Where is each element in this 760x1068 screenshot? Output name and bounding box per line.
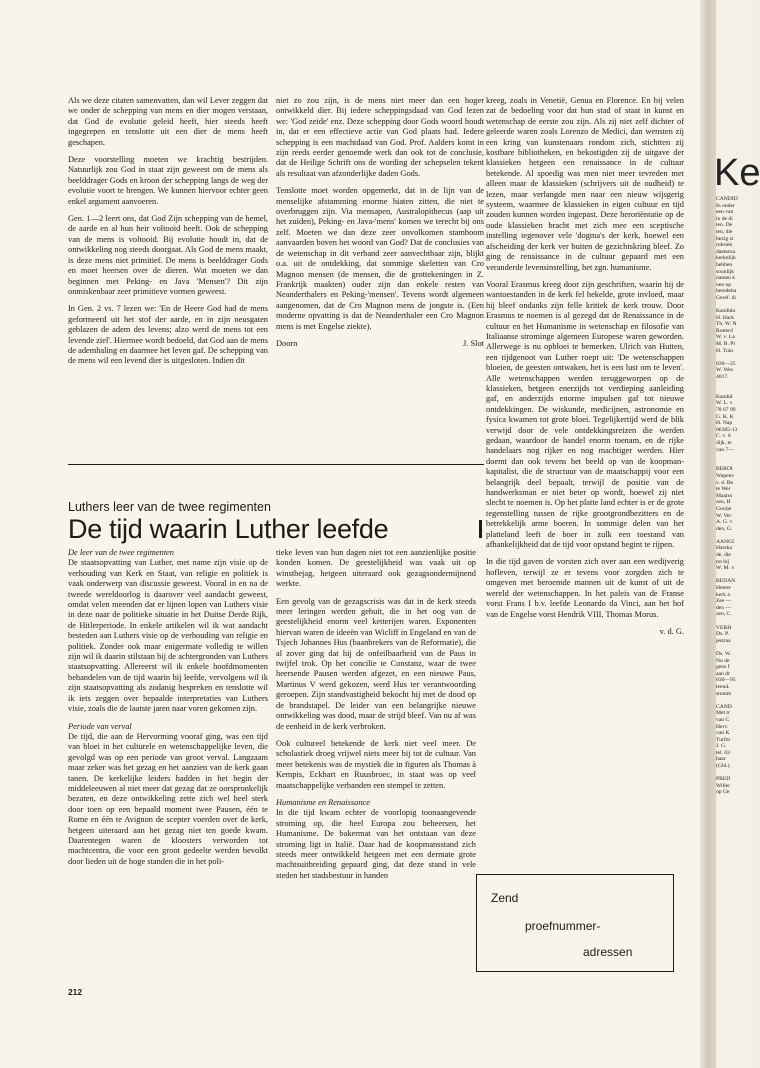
- right-page-edge: [714, 0, 760, 1068]
- right-page-line: leend.: [716, 683, 730, 690]
- ad-line: proefnummer-: [525, 919, 601, 933]
- right-page-line: W. M. v: [716, 565, 735, 572]
- right-page-line: W. Wes: [716, 367, 733, 374]
- right-page-line: Ds. P.: [716, 631, 729, 638]
- right-page-line: 4017.: [716, 374, 729, 381]
- subheading: De leer van de twee regimenten: [68, 548, 174, 557]
- right-page-line: Willer: [716, 782, 731, 789]
- right-page-line: Met tr: [716, 710, 730, 717]
- article-column-1-bottom: [68, 548, 268, 874]
- article-signature: v. d. G.: [659, 626, 684, 636]
- right-page-line: H. Hark: [716, 314, 735, 321]
- right-page-line: Th. W. N: [716, 321, 737, 328]
- right-page-line: W. Ver: [716, 512, 732, 519]
- right-page-line: tel. 03: [716, 749, 730, 756]
- right-page-line: nen op: [716, 281, 732, 288]
- right-page-line: J. G.: [716, 743, 727, 750]
- signature-author: J. Slot: [463, 338, 484, 348]
- article-column-2-top: [276, 96, 484, 349]
- right-page-line: zen, H: [716, 499, 731, 506]
- right-page-line: C. v. S: [716, 433, 731, 440]
- right-page-line: A. G. v: [716, 519, 733, 526]
- right-page-line: Zee —: [716, 598, 732, 605]
- right-page-line: Gooije: [716, 505, 732, 512]
- right-page-line: bezig zi: [716, 235, 734, 242]
- right-page-text: [716, 196, 756, 796]
- right-page-line: H. Nap: [716, 420, 733, 427]
- subheading: Humanisme en Renaissance: [276, 797, 370, 807]
- right-page-line: ten. De: [716, 222, 733, 229]
- right-page-line: van C: [716, 716, 730, 723]
- right-page-line: [716, 354, 756, 361]
- right-page-line: de, die: [716, 552, 731, 559]
- right-page-line: [716, 770, 756, 777]
- article-column-1-top: [68, 96, 268, 374]
- right-page-line: van K: [716, 730, 730, 737]
- paragraph: De tijd, die aan de Hervorming vooraf ging, was een tijd van bloei in het culturele en wetenschappelijke leven, die gevolgd was op een periode van groot verval. Langzaam maar zeker was het gezag en het aanzien van de kerk gaan tanen. De kerkelijke leiders hadden in het begin der middeleeuwen al niet meer dat gezag dat ze oorspronkelijk bezaten, en deze ontwikkeling zette zich wel heel sterk door toen op een bepaald moment twee Pausen, één te Rome en één te Avignon de scepter voerden over de kerk, hetgeen uiteraard aan het gezag niet ten goede kwam. Daarentegen waren de kloosters verworden tot machtcentra, die voor een groot gedeelte werden bevolkt door lieden uit de hoge standen die in het poli-: [68, 731, 268, 866]
- signature-place: Doorn: [276, 338, 298, 348]
- paragraph: In die tijd gaven de vorsten zich over aan een wedijverig hofleven, terwijl ze er tevens voor zorgden zich te omgeven met beroemde mannen uit de kunst of uit de wereld der wetenschappen. In het paleis van de Franse vorst Frans I b.v. leefde Leonardo da Vinci, aan het hof van de Engelse vorst Hendrik VIII, Thomas Morus.: [486, 557, 684, 619]
- right-page-line: W. L. v: [716, 400, 733, 407]
- right-page-line: zen, C.: [716, 611, 732, 618]
- right-page-line: [716, 644, 756, 651]
- right-page-line: In onder: [716, 202, 735, 209]
- right-page-line: tot bij: [716, 558, 730, 565]
- right-page-line: [716, 302, 756, 309]
- ad-line: Zend: [491, 891, 519, 905]
- article-kicker: Luthers leer van de twee regimenten: [68, 500, 271, 514]
- paragraph: In Gen. 2 vs. 7 lezen we: 'En de Heere God had de mens geformeerd uit het stof der aarde, en in zijn neusgaten geblazen de adem des levens; alzo werd de mens tot een levende ziel'. Hiermee wordt bedoeld, dat God aan de mens de ademhaling en daarmee het leven gaf. De schepping van de mens wil een levend dier is uitgesloten. Indien dit: [68, 304, 268, 366]
- right-page-line: 030—95: [716, 677, 736, 684]
- ad-line: adressen: [583, 945, 633, 959]
- right-page-line: v. d. Be: [716, 479, 734, 486]
- ad-box-proefnummer: [476, 874, 674, 972]
- paragraph: Deze voorstelling moeten we krachtig bestrijden. Natuurlijk zou God in staat zijn geweest om de mens als beelddrager Gods en kroon der schepping langs de weg der evolutie voort te brengen. We kunnen hiervoor echter geen enkel argument aanvoeren.: [68, 155, 268, 206]
- right-page-line: namen k: [716, 275, 736, 282]
- right-page-line: te Wer: [716, 486, 731, 493]
- article-column-3: [486, 96, 684, 637]
- right-page-line: BEDAN: [716, 578, 736, 585]
- paragraph: kreeg, zoals in Venetië, Genua en Florence. En bij velen zat de bedoeling voor dat hun stad of staat in kunst en wetenschap de eerste zou zijn. Als zij niet zelf dichter of geleerde waren zoals Lorenzo de Medici, dan wensten zij een kring van kunstenaars rondom zich, stichtten zij kostbare bibliotheken, en bekostigden zij de uitgave der klassieken hetgeen een renaissance in de cultuur betekende. Al spoedig was men niet meer tevreden met alleen maar de klassieken (schrijvers uit de oudheid) te lezen, maar verlangde men naar een nieuw wijsgerig systeem, waarmee de klassieken in eigen cultuur en tijd zouden kunnen worden ingepast. Deze heroriëntatie op de oude klassieken bracht met zich mee een sceptische instelling tegenover vele 'dogma's der kerk, hoewel een afscheiding der kerk ver buiten de gezichtskring bleef. Zo ging de renaissance in de cultuur gepaard met een veranderde levensinstelling, het zgn. humanisme.: [486, 96, 684, 272]
- right-page-line: [716, 453, 756, 460]
- right-page-line: soonlijk: [716, 268, 735, 275]
- right-page-line: 78 67 99: [716, 407, 736, 413]
- right-page-line: baar: [716, 756, 726, 763]
- right-page-line: ten, die: [716, 228, 733, 235]
- paragraph: De staatsopvatting van Luther, met name zijn visie op de verhouding van Kerk en Staat, van religie en politiek is vaak onderwerp van discussie geweest. Vooral in en na de tweede wereldoorlog is daarover veel aandacht geweest, omdat velen meenden dat er lijnen lopen van Luthers visie in deze naar de politieke situatie in het Duitse Derde Rijk, de Hitlerperiode. In enkele artikelen wil ik wat aandacht besteden aan Luthers visie op de verhouding van religie en politiek. Zonder ook maar enigermate volledig te willen zijn wil ik daarin stilstaan bij de achtergronden van Luthers staatsopvatting. Allereerst wil ik enkele hoofdmomenten behandelen van de tijd waarin hij leefde, vervolgens wil ik zijn staatsopvatting als zodanig bespreken en tenslotte wil ik iets zeggen over bepaalde interpretaties van Luthers visie, zoals die de laatste jaren naar voren gekomen zijn.: [68, 558, 268, 714]
- right-page-line: in de di: [716, 215, 733, 222]
- right-page-line: H. Tuin: [716, 347, 734, 354]
- paragraph: Tenslotte moet worden opgemerkt, dat in de lijn van de menselijke afstamming enorme hiaten zitten, die niet te overbruggen zijn. Via mensapen, Australopithecus (aap uit het zuiden), Peking- en Java-'mens' komen we terecht bij ons zelf. Moeten we dan deze zeer onvolkomen stamboom aanvaarden boven het woord van God? Dat de conclusies van de wetenschap in dit verband zeer aanvechtbaar zijn, blijkt o.a. uit de ontdekking, dat sommige skeletten van Cro Magnon mensen (de mensen, die de grottekeningen in Z. Frankrijk maakten) ouder zijn dan enkele resten van Neanderthalers en Peking-'mensen'. Tevens wordt algemeen aangenomen, dat de Cro Magnon mens de jongste is. (Een moderne opvatting is dat de Neanderthaler een Cro Magnon mens is met Engelse ziekte).: [276, 186, 484, 331]
- right-page-line: stomm: [716, 690, 732, 697]
- paragraph: Vooral Erasmus kreeg door zijn geschriften, waarin hij de wantoestanden in de kerk fel hekelde, grote invloed, maar hij bleef ondanks zijn felle kritiek de kerk trouw. Door Erasmus te noemen is al gezegd dat de Renaissance in de cultuur en het Humanisme in wetenschap en filosofie van Italiaanse strominge algemeen Europese waren geworden. Allerwege is nu opbloei te bemerken. Ulrich van Hutten, een tijdgenoot van Luther roept uit: 'De wetenschappen bloeien, de geesten ontwaken, het is een lust om te leven'. Alle wetenschappen werden teruggeworpen op de klassieken, hetgeen enerzijds tot verdieping aanleiding gaf, en anderzijds enorme impulsen gaf tot nieuwe ontdekkingen. De wiskunde, medicijnen, astronomie en fysica kwamen tot grote bloei. Tegelijkertijd werd de blik verwijd door de vele ontdekkingsreizen die werden gedaan, waardoor de handel enorm toenam, en de rijke handelaars nog rijker en nog machtiger werden. Hier doemt dan ook tevens het beeld op van de koopman-kapitalist, die de structuur van de maatschappij voor een belangrijk deel bepaalt, terwijl de positie van de handwerksman er niet beter op wordt, hoewel zij niet slecht te noemen is. Op het platte land echter is er de grote tegenstelling tussen de rijke grootgrondbezitters en de betrekkelijk arme boeren. In sommige delen van het platteland leeft de boer in zulk een toestand van afhankelijkheid dat de tijd voor opstand begint te rijpen.: [486, 279, 684, 550]
- right-page-line: AANGI: [716, 538, 735, 545]
- right-page-line: Herv.: [716, 723, 729, 730]
- right-page-line: 06385-13: [716, 426, 738, 433]
- right-page-line: VERH: [716, 624, 732, 631]
- right-page-line: hebben: [716, 261, 733, 268]
- right-page-line: M. B. Pl: [716, 341, 735, 348]
- right-page-line: Turfm: [716, 736, 731, 743]
- right-page-line: daatsexa: [716, 248, 736, 255]
- right-page-line: aan dr: [716, 670, 730, 677]
- right-page-line: CAND: [716, 703, 732, 710]
- right-page-line: G. K. K: [716, 413, 734, 420]
- right-page-line: W. v. La: [716, 334, 735, 341]
- right-page-line: op Ge: [716, 789, 730, 796]
- paragraph: In die tijd kwam echter de voorlopig toonaangevende stroming op, die heel Europa zou beheersen, het Humanisme. De bakermat van het ontstaan van deze stroming ligt in Italië. Daar had de koopmansstand zich steeds meer ontwikkeld hetgeen met een dermate grote machtsuitbreiding gepaard ging, dat deze stand in vele steden het stadsbestuur in handen: [276, 808, 476, 880]
- right-page-line: dijk, te: [716, 439, 732, 446]
- right-page-line: [716, 460, 756, 467]
- right-page-line: [716, 697, 756, 704]
- paragraph: Gen. 1—2 leert ons, dat God Zijn schepping van de hemel, de aarde en al hun heir voltooid heeft. Ook de schepping van de mens is voltooid. Bij evolutie houdt in, dat de ontwikkeling nog steeds doorgaat. Als God de mens maakt, is deze mens niet primitief. De mens is beelddrager Gods en moet heersen over de dieren. Wat moeten we dan beginnen met Peking- en Java 'Mensen'? Dit zijn onmiskenbaar zeer primitieve vormen geweest.: [68, 214, 268, 296]
- right-page-line: rubriek: [716, 242, 733, 249]
- right-page-line: Rotterd: [716, 327, 733, 334]
- section-divider: [68, 464, 484, 465]
- headline-marker: [479, 520, 482, 538]
- right-page-line: kerk a: [716, 591, 730, 598]
- right-page-line: CANDID: [716, 196, 738, 202]
- right-page-line: den —: [716, 604, 732, 611]
- right-page-line: [716, 618, 756, 625]
- article-column-2-bottom: [276, 548, 476, 888]
- right-page-line: BEROI: [716, 466, 733, 473]
- paragraph: tieke leven van hun dagen niet tot een aanzienlijke positie konden komen. De geestelijkheid was vaak uit op winstbejag, hetgeen uiteraard ook gezagsondermijnend werkte.: [276, 548, 476, 589]
- right-page-line: (Gld.).: [716, 763, 731, 770]
- right-page-line: gens f: [716, 664, 730, 671]
- page-number: 212: [68, 987, 82, 997]
- right-page-line: [716, 572, 756, 579]
- right-page-heading: Ke: [714, 152, 760, 194]
- right-page-line: Geref. di: [716, 294, 736, 301]
- right-page-line: Ds. W.: [716, 650, 732, 657]
- right-page-line: kerkelijk: [716, 255, 736, 262]
- right-page-line: [716, 387, 756, 394]
- right-page-line: PRED: [716, 776, 731, 783]
- right-page-line: [716, 532, 756, 539]
- article-headline: De tijd waarin Luther leefde: [68, 514, 389, 544]
- right-page-line: Harska: [716, 545, 732, 552]
- right-page-line: van 7—: [716, 446, 734, 453]
- right-page-line: Wapenv: [716, 472, 735, 479]
- right-page-line: een van: [716, 209, 734, 216]
- right-page-line: Maarss: [716, 492, 733, 499]
- right-page-line: den, G.: [716, 525, 733, 532]
- paragraph: Een gevolg van de gezagscrisis was dat in de kerk steeds meer leringen werden gehuit, die in het oog van de geestelijkheid enorm veel ketterijen waren. Exponenten hiervan waren de ideeën van Wicliff in Engeland en van de Tsjech Johannes Hus (baanbrekers van de Reformatie), die al zover ging dat hij de onfeilbaarheid van de Paus in twijfel trok. Op het concilie te Constanz, waar de twee heersende Pausen werden afgezet, en een nieuwe Paus, Martinus V werd gekozen, werd Hus ter verantwoording geroepen. Zijn standvastigheid bekocht hij met de dood op de brandstapel. De leider van een belangrijke nieuwe ontwikkeling was dood, maar de strijd bleef. Van nu af was de eenheid in de kerk verbroken.: [276, 596, 476, 731]
- right-page-line: Kandid: [716, 393, 733, 400]
- right-page-line: Hetere: [716, 585, 731, 592]
- right-page-line: 030—25: [716, 360, 736, 367]
- right-page-line: Nu de: [716, 657, 730, 664]
- right-page-line: [716, 381, 756, 388]
- right-page-line: Kandida: [716, 308, 735, 315]
- paragraph: niet zo zou zijn, is de mens niet meer dan een hoger ontwikkeld dier. Bij iedere scheppingsdaad van God lezen we: 'God zeide' enz. Deze schepping door Gods woord houdt in, dat er een effectieve actie van God plaats had. Iedere schepping is een machtdaad van God. Prof. Aalders komt in zijn reeds eerder genoemde werk dan ook tot de conclusie, dat de Heilige Schrift ons de wording der schepselen tekent als resultaat van afzonderlijke daden Gods.: [276, 96, 484, 178]
- subheading: Periode van verval: [68, 721, 132, 731]
- paragraph: Als we deze citaten samenvatten, dan wil Lever zeggen dat we onder de schepping van mens en dier mogen verstaan, dat God de evolutie geleid heeft, hier steeds heeft ingegrepen en tenslotte uit een dier de mens heeft geschapen.: [68, 96, 268, 147]
- signature-row: [276, 339, 484, 349]
- paragraph: Ook cultureel betekende de kerk niet veel meer. De scholastiek droeg vrijwel niets meer bij tot de cultuur. Van meer betekenis was de mystiek die in figuren als Thomas à Kempis, Eckhart en Ruusbroec, in staat was op veel maatschappelijke verbanden een stempel te zetten.: [276, 738, 476, 790]
- right-page-line: jestraa: [716, 637, 731, 644]
- right-page-line: beredeha: [716, 288, 737, 295]
